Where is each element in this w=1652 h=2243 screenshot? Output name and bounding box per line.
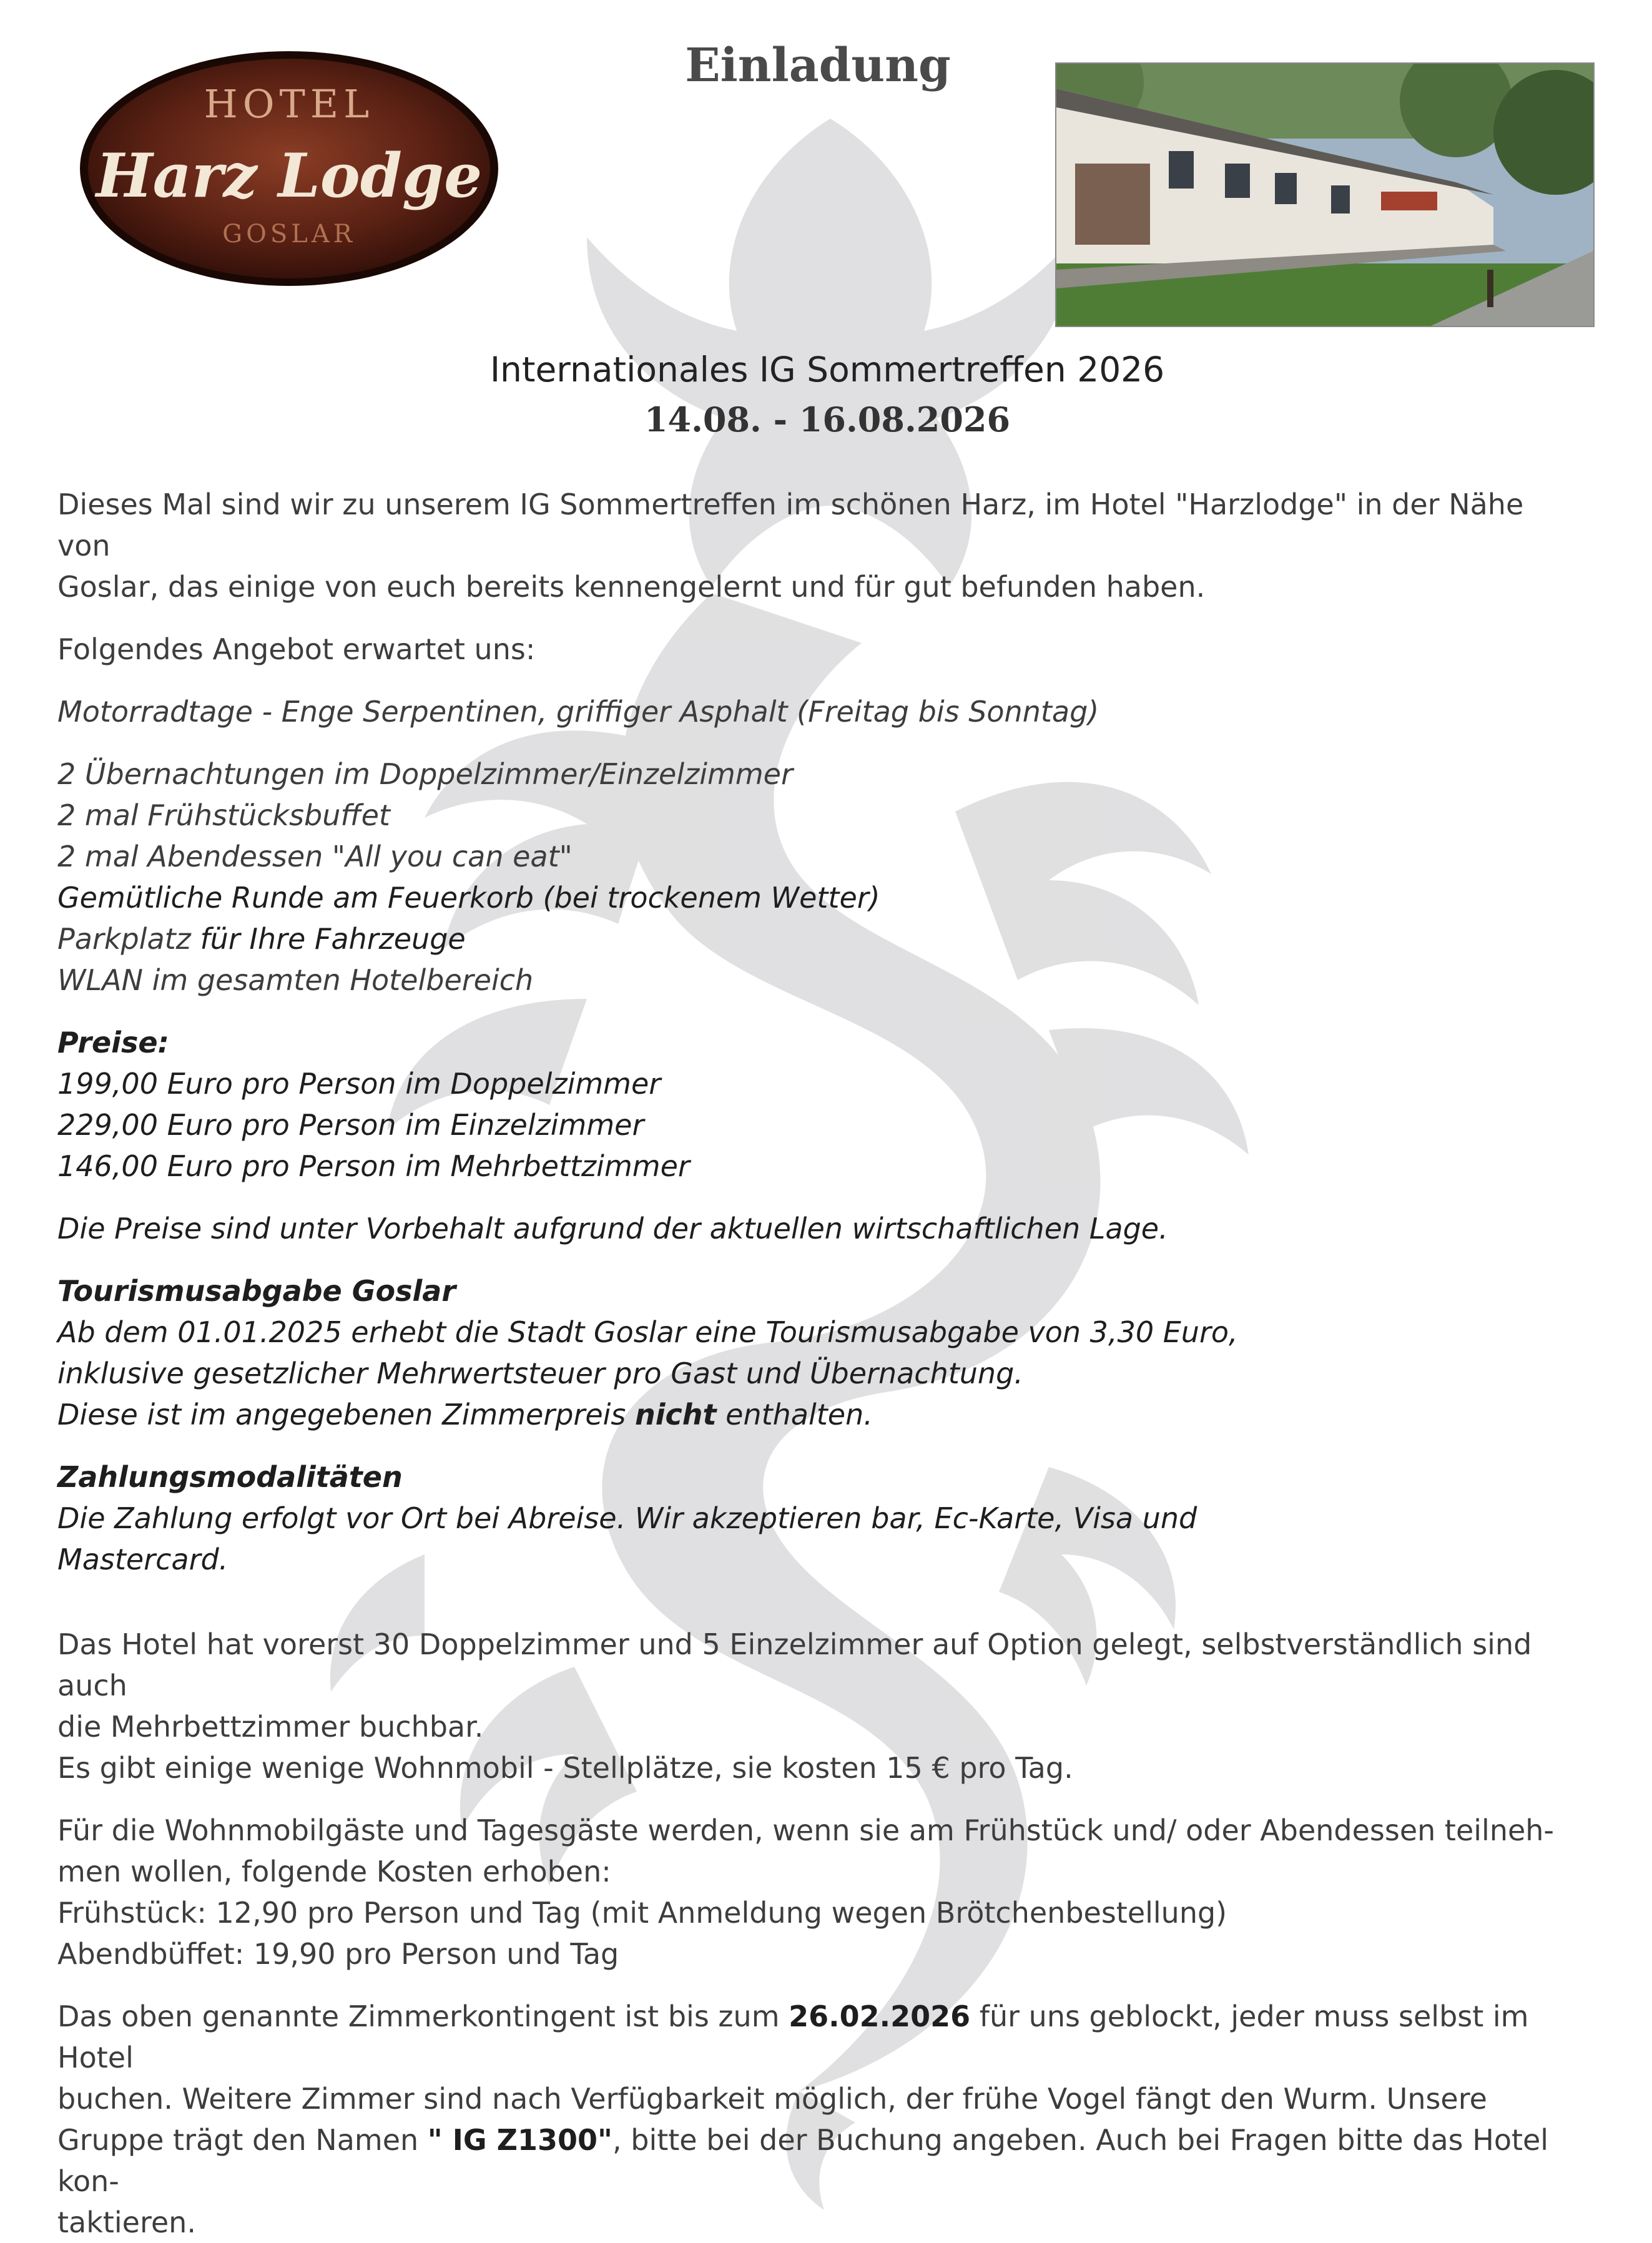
invitation-body <box>57 484 1556 2243</box>
offer-parking-a: Parkplatz <box>57 922 191 956</box>
guests-line-2: men wollen, folgende Kosten erhoben: <box>57 1855 611 1888</box>
prices-note: Die Preise sind unter Vorbehalt aufgrund der aktuellen wirtschaftlichen Lage. <box>57 1212 1168 1245</box>
tax-line-1: Ab dem 01.01.2025 erhebt die Stadt Goslar eine Tourismusabgabe von 3,30 Euro, <box>57 1315 1238 1349</box>
payment-line-1: Die Zahlung erfolgt vor Ort bei Abreise. Wir akzeptieren bar, Ec-Karte, Visa und <box>57 1501 1197 1535</box>
price-line-2: 229,00 Euro pro Person im Einzelzimmer <box>57 1108 644 1142</box>
intro-line-2: Goslar, das einige von euch bereits kennengelernt und für gut befunden haben. <box>57 570 1206 604</box>
offer-parking <box>57 918 1556 960</box>
intro-line-1: Dieses Mal sind wir zu unserem IG Sommertreffen im schönen Harz, im Hotel "Harzlodge" in der Nähe von <box>57 488 1524 562</box>
rooms-line-2: die Mehrbettzimmer buchbar. <box>57 1710 484 1744</box>
document-title: Einladung <box>685 39 951 92</box>
tax-heading: Tourismusabgabe Goslar <box>57 1274 456 1308</box>
guests-line-3: Frühstück: 12,90 pro Person und Tag (mit Anmeldung wegen Brötchenbestellung) <box>57 1896 1227 1930</box>
svg-text:GOSLAR: GOSLAR <box>222 220 356 248</box>
svg-text:Harz Lodge: Harz Lodge <box>96 140 483 211</box>
tax-line-2: inklusive gesetzlicher Mehrwertsteuer pro Gast und Übernachtung. <box>57 1357 1023 1390</box>
offer-item-3: 2 mal Abendessen "All you can eat" <box>57 840 573 873</box>
payment-heading: Zahlungsmodalitäten <box>57 1460 403 1494</box>
offer-heading: Folgendes Angebot erwartet uns: <box>57 632 536 666</box>
booking-deadline: 26.02.2026 <box>789 2000 971 2033</box>
event-dates: 14.08. - 16.08.2026 <box>644 400 1011 439</box>
hotel-building-photo <box>1055 62 1595 327</box>
tax-line-3-c: enthalten. <box>716 1398 873 1431</box>
booking-line-2: buchen. Weitere Zimmer sind nach Verfügbarkeit möglich, der frühe Vogel fängt den Wurm. Unsere <box>57 2082 1487 2116</box>
price-line-3: 146,00 Euro pro Person im Mehrbettzimmer <box>57 1149 690 1183</box>
guests-line-4: Abendbüffet: 19,90 pro Person und Tag <box>57 1937 619 1971</box>
booking-line-3-a: Gruppe trägt den Namen <box>57 2123 428 2157</box>
tax-line-3-b: nicht <box>635 1398 717 1431</box>
prices-heading: Preise: <box>57 1026 169 1059</box>
booking-line-1-a: Das oben genannte Zimmerkontingent ist bis zum <box>57 2000 789 2033</box>
price-line-1: 199,00 Euro pro Person im Doppelzimmer <box>57 1067 661 1101</box>
offer-parking-b: für Ihre Fahrzeuge <box>190 922 466 956</box>
booking-line-1 <box>57 1996 1556 2078</box>
booking-line-4: taktieren. <box>57 2206 196 2239</box>
offer-item-4: Gemütliche Runde am Feuerkorb (bei trockenem Wetter) <box>57 881 880 915</box>
hotel-harz-lodge-logo <box>74 44 504 293</box>
tax-line-3-a: Diese ist im angegebenen Zimmerpreis <box>57 1398 635 1431</box>
payment-line-2: Mastercard. <box>57 1543 229 1576</box>
event-subtitle: Internationales IG Sommertreffen 2026 <box>489 350 1165 390</box>
booking-line-3-c: , bitte bei der Buchung angeben. Auch bei Fragen bitte das Hotel kon- <box>57 2123 1549 2198</box>
booking-line-3 <box>57 2119 1556 2202</box>
offer-item-1: 2 Übernachtungen im Doppelzimmer/Einzelzimmer <box>57 757 793 791</box>
guests-line-1: Für die Wohnmobilgäste und Tagesgäste werden, wenn sie am Frühstück und/ oder Abendessen teilneh- <box>57 1814 1555 1847</box>
rooms-line-1: Das Hotel hat vorerst 30 Doppelzimmer und 5 Einzelzimmer auf Option gelegt, selbstverständlich sind auch <box>57 1627 1532 1702</box>
rooms-line-3: Es gibt einige wenige Wohnmobil - Stellplätze, sie kosten 15 € pro Tag. <box>57 1751 1073 1785</box>
tax-line-3 <box>57 1394 1556 1435</box>
svg-text:HOTEL: HOTEL <box>204 81 375 127</box>
offer-motorrad: Motorradtage - Enge Serpentinen, griffiger Asphalt (Freitag bis Sonntag) <box>57 695 1099 729</box>
booking-group-name: " IG Z1300" <box>427 2123 613 2157</box>
offer-wlan: WLAN im gesamten Hotelbereich <box>57 963 534 997</box>
booking-line-1-c: für uns geblockt, jeder muss selbst im Hotel <box>57 2000 1529 2074</box>
offer-item-2: 2 mal Frühstücksbuffet <box>57 798 390 832</box>
